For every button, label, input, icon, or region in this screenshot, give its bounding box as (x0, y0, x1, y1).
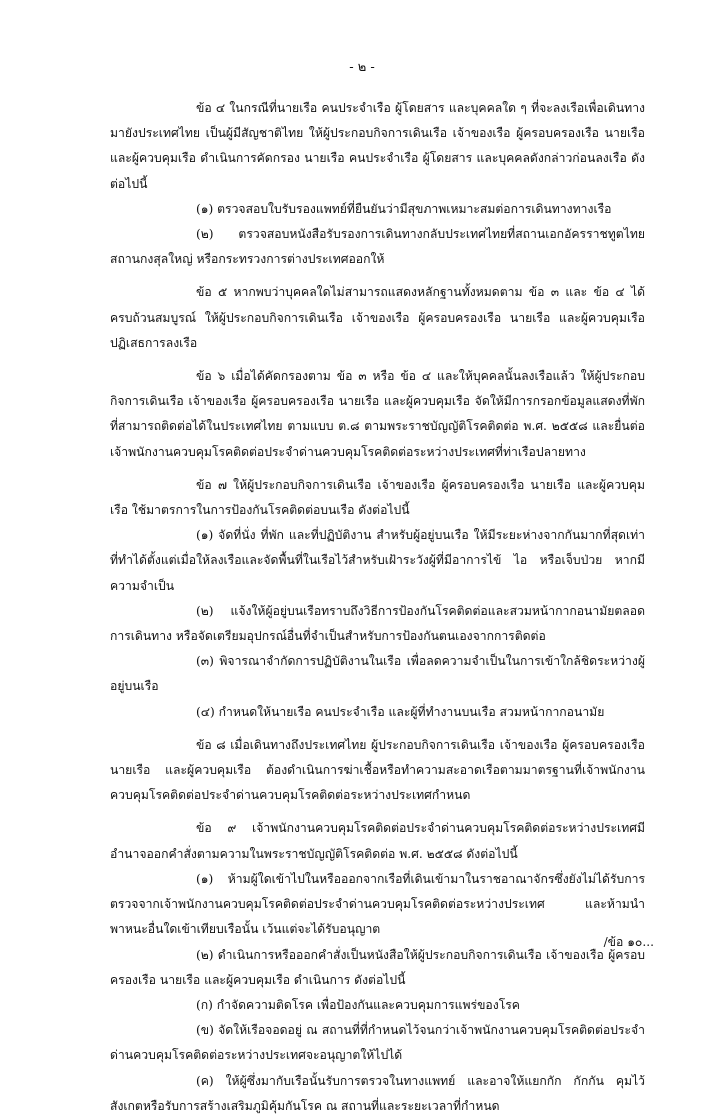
clause-8: ข้อ ๘ เมื่อเดินทางถึงประเทศไทย ผู้ประกอบกิจการเดินเรือ เจ้าของเรือ ผู้ครอบครองเรือ นายเรือ และผู้ควบคุมเรือ ต้องดำเนินการฆ่าเชื้อหรือทำความสะอาดเรือตามมาตรฐานที่เจ้าพนักงานควบคุมโรคติดต่อประจำด่านควบคุมโรคติดต่อระหว่างประเทศกำหนด (110, 737, 645, 803)
clause-7-item-3: (๓) พิจารณาจำกัดการปฏิบัติงานในเรือ เพื่อลดความจำเป็นในการเข้าใกล้ชิดระหว่างผู้อยู่บนเรือ (110, 654, 645, 694)
clause-7-item-4: (๔) กำหนดให้นายเรือ คนประจำเรือ และผู้ที่ทำงานบนเรือ สวมหน้ากากอนามัย (196, 704, 605, 719)
clause-9-subitem-b: (ข) จัดให้เรือจอดอยู่ ณ สถานที่ที่กำหนดไว้จนกว่าเจ้าพนักงานควบคุมโรคติดต่อประจำด่านควบคุมโรคติดต่อระหว่างประเทศจะอนุญาตให้ไปได้ (110, 1023, 645, 1063)
clause-4-item-2: (๒) ตรวจสอบหนังสือรับรองการเดินทางกลับประเทศไทยที่สถานเอกอัครราชทูตไทย สถานกงสุลใหญ่ หรือกระทรวงการต่างประเทศออกให้ (110, 227, 645, 267)
clause-6: ข้อ ๖ เมื่อได้คัดกรองตาม ข้อ ๓ หรือ ข้อ ๔ และให้บุคคลนั้นลงเรือแล้ว ให้ผู้ประกอบกิจการเดินเรือ เจ้าของเรือ ผู้ครอบครองเรือ นายเรือ และผู้ควบคุมเรือ จัดให้มีการกรอกข้อมูลแสดงที่พักที่สามารถติดต่อได้ในประเทศไทย ตามแบบ ต.๘ ตามพระราชบัญญัติโรคติดต่อ พ.ศ. ๒๕๕๘ และยื่นต่อเจ้าพนักงานควบคุมโรคติดต่อประจำด่านควบคุมโรคติดต่อระหว่างประเทศที่ท่าเรือปลายทาง (110, 369, 645, 459)
clause-9-subitem-c: (ค) ให้ผู้ซึ่งมากับเรือนั้นรับการตรวจในทางแพทย์ และอาจให้แยกกัก กักกัน คุมไว้สังเกตหรือรับการสร้างเสริมภูมิคุ้มกันโรค ณ สถานที่และระยะเวลาที่กำหนด (110, 1073, 645, 1113)
continuation-marker: /ข้อ ๑๐... (603, 935, 654, 949)
clause-9-item-1: (๑) ห้ามผู้ใดเข้าไปในหรือออกจากเรือที่เดินเข้ามาในราชอาณาจักรซึ่งยังไม่ได้รับการตรวจจากเจ้าพนักงานควบคุมโรคติดต่อประจำด่านควบคุมโรคติดต่อระหว่างประเทศ และห้ามนำพาหนะอื่นใดเข้าเทียบเรือนั้น เว้นแต่จะได้รับอนุญาต (110, 871, 645, 937)
clause-4-item-1: (๑) ตรวจสอบใบรับรองแพทย์ที่ยืนยันว่ามีสุขภาพเหมาะสมต่อการเดินทางทางเรือ (196, 201, 612, 216)
clause-9-item-2: (๒) ดำเนินการหรือออกคำสั่งเป็นหนังสือให้ผู้ประกอบกิจการเดินเรือ เจ้าของเรือ ผู้ครอบครองเรือ นายเรือ และผู้ควบคุมเรือ ดำเนินการ ดังต่อไปนี้ (110, 947, 645, 987)
clause-7-item-2: (๒) แจ้งให้ผู้อยู่บนเรือทราบถึงวิธีการป้องกันโรคติดต่อและสวมหน้ากากอนามัยตลอดการเดินทาง หรือจัดเตรียมอุปกรณ์อื่นที่จำเป็นสำหรับการป้องกันตนเองจากการติดต่อ (110, 603, 645, 644)
clause-4-intro: ข้อ ๔ ในกรณีที่นายเรือ คนประจำเรือ ผู้โดยสาร และบุคคลใด ๆ ที่จะลงเรือเพื่อเดินทางมายังประเทศไทย เป็นผู้มีสัญชาติไทย ให้ผู้ประกอบกิจการเดินเรือ เจ้าของเรือ ผู้ครอบครองเรือ นายเรือ และผู้ควบคุมเรือ ดำเนินการคัดกรอง นายเรือ คนประจำเรือ ผู้โดยสาร และบุคคลดังกล่าวก่อนลงเรือ ดังต่อไปนี้ (110, 101, 645, 191)
clause-5: ข้อ ๕ หากพบว่าบุคคลใดไม่สามารถแสดงหลักฐานทั้งหมดตาม ข้อ ๓ และ ข้อ ๔ ได้ครบถ้วนสมบูรณ์ ให้ผู้ประกอบกิจการเดินเรือ เจ้าของเรือ ผู้ครอบครองเรือ นายเรือ และผู้ควบคุมเรือ ปฏิเสธการลงเรือ (110, 285, 645, 350)
clause-9-subitem-a: (ก) กำจัดความติดโรค เพื่อป้องกันและควบคุมการแพร่ของโรค (196, 997, 520, 1012)
document-body (110, 96, 645, 1119)
clause-7-intro: ข้อ ๗ ให้ผู้ประกอบกิจการเดินเรือ เจ้าของเรือ ผู้ครอบครองเรือ นายเรือ และผู้ควบคุมเรือ ใช้มาตรการในการป้องกันโรคติดต่อบนเรือ ดังต่อไปนี้ (110, 477, 645, 518)
clause-9-intro: ข้อ ๙ เจ้าพนักงานควบคุมโรคติดต่อประจำด่านควบคุมโรคติดต่อระหว่างประเทศมีอำนาจออกคำสั่งตามความในพระราชบัญญัติโรคติดต่อ พ.ศ. ๒๕๕๘ ดังต่อไปนี้ (110, 821, 645, 861)
page-number: - ๒ - (349, 60, 375, 75)
clause-7-item-1: (๑) จัดที่นั่ง ที่พัก และที่ปฏิบัติงาน สำหรับผู้อยู่บนเรือ ให้มีระยะห่างจากกันมากที่สุดเท่าที่ทำได้ตั้งแต่เมื่อให้ลงเรือและจัดพื้นที่ในเรือไว้สำหรับเฝ้าระวังผู้ที่มีอาการไข้ ไอ หรือเจ็บป่วย หากมีความจำเป็น (110, 528, 645, 593)
